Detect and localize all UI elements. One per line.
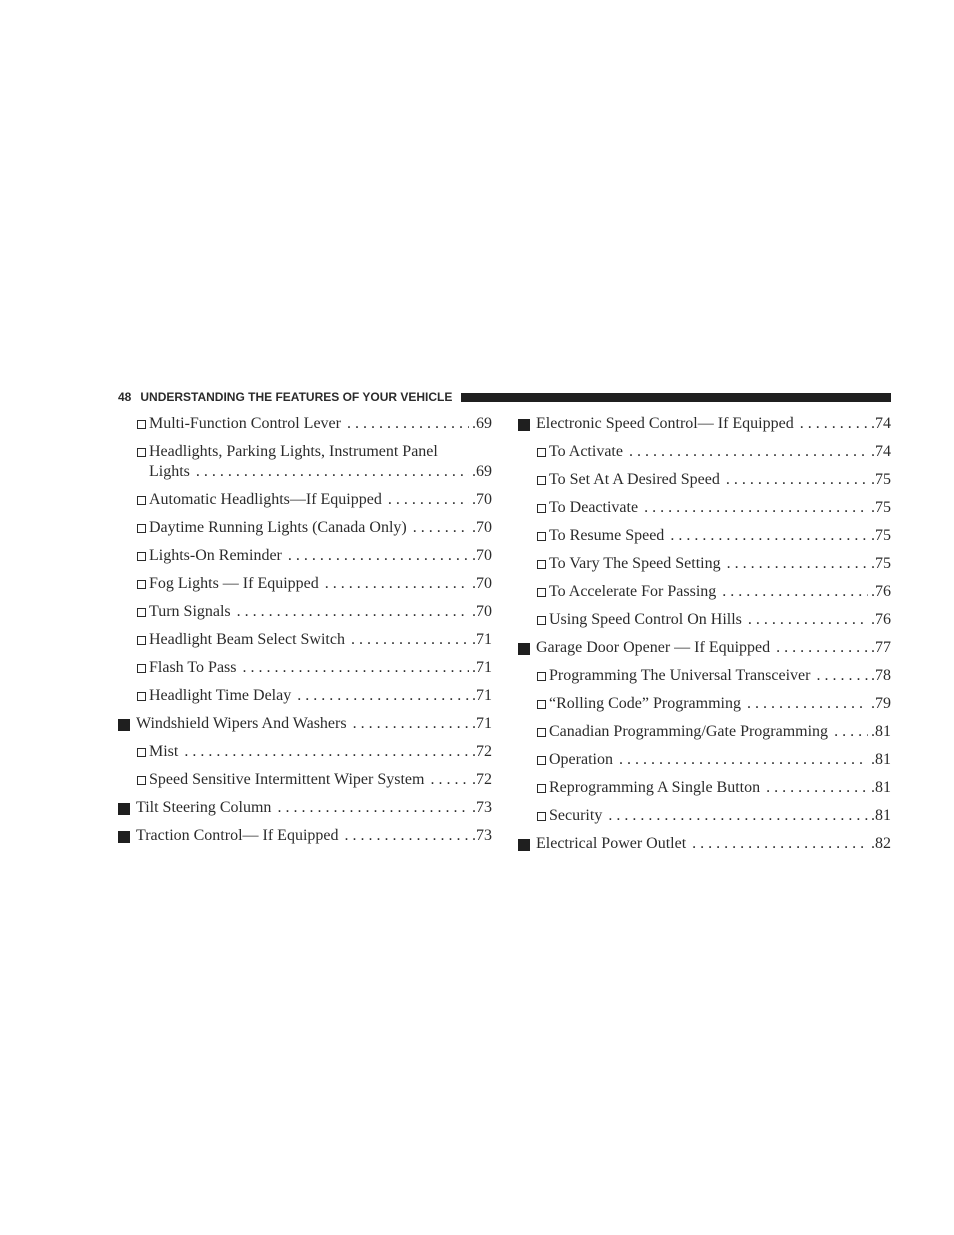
dot-leader [388, 490, 469, 510]
dot-leader [834, 722, 868, 742]
dot-leader [800, 414, 868, 434]
toc-entry-page: .78 [871, 667, 891, 684]
toc-entry [118, 658, 492, 678]
hollow-square-icon [137, 420, 146, 429]
dot-leader [347, 414, 469, 434]
toc-entry [518, 750, 891, 770]
hollow-square-icon [137, 448, 146, 457]
dot-leader [243, 658, 470, 678]
toc-entry [118, 518, 492, 538]
toc-entry-page: .81 [871, 723, 891, 740]
hollow-square-icon [537, 672, 546, 681]
toc-entry-page: .75 [871, 555, 891, 572]
hollow-square-icon [537, 784, 546, 793]
hollow-square-icon [537, 476, 546, 485]
toc-entry-title: Windshield Wipers And Washers [136, 715, 347, 732]
toc-entry [118, 546, 492, 566]
toc-entry-page: .75 [871, 499, 891, 516]
toc-entry-page: .69 [472, 415, 492, 432]
toc-entry-page: .77 [871, 639, 891, 656]
toc-entry-title: To Activate [549, 443, 623, 460]
toc-entry-title: Canadian Programming/Gate Programming [549, 723, 829, 740]
toc-entry-page: .71 [472, 631, 492, 648]
toc-entry-page: .69 [472, 463, 492, 480]
toc-entry [118, 442, 492, 482]
toc-entry-page: .70 [472, 603, 492, 620]
hollow-square-icon [537, 700, 546, 709]
toc-entry [518, 610, 891, 630]
toc-entry-title: Headlight Beam Select Switch [149, 631, 345, 648]
dot-leader [351, 630, 469, 650]
hollow-square-icon [537, 504, 546, 513]
toc-entry [518, 778, 891, 798]
toc-entry-page: .75 [871, 471, 891, 488]
dot-leader [726, 470, 868, 490]
toc-entry [118, 826, 492, 846]
dot-leader [748, 610, 868, 630]
toc-entry-page: .74 [871, 443, 891, 460]
hollow-square-icon [537, 532, 546, 541]
toc-entry-page: .81 [871, 751, 891, 768]
toc-left-column [118, 414, 492, 854]
dot-leader [237, 602, 469, 622]
toc-entry-title: To Deactivate [549, 499, 639, 516]
toc-entry-title: To Vary The Speed Setting [549, 555, 721, 572]
toc-entry-page: .79 [871, 695, 891, 712]
filled-square-icon [518, 839, 530, 851]
toc-entry [518, 582, 891, 602]
dot-leader [297, 686, 469, 706]
toc-entry-title: Tilt Steering Column [136, 799, 272, 816]
toc-entry-title: Mist [149, 743, 179, 760]
dot-leader [727, 554, 868, 574]
dot-leader [353, 714, 469, 734]
toc-entry-page: .72 [472, 771, 492, 788]
toc-entry-title: Turn Signals [149, 603, 231, 620]
toc-entry-title: Electrical Power Outlet [536, 835, 687, 852]
hollow-square-icon [137, 552, 146, 561]
toc-entry-title: Garage Door Opener — If Equipped [536, 639, 771, 656]
toc-entry-title: Reprogramming A Single Button [549, 779, 761, 796]
dot-leader [776, 638, 868, 658]
toc-entry-page: .76 [871, 583, 891, 600]
toc-entry-page: .76 [871, 611, 891, 628]
toc-entry [518, 498, 891, 518]
toc-entry-title: Speed Sensitive Intermittent Wiper System [149, 771, 425, 788]
hollow-square-icon [137, 664, 146, 673]
toc-entry [118, 798, 492, 818]
toc-entry [118, 630, 492, 650]
toc-entry [518, 526, 891, 546]
toc-entry [518, 638, 891, 658]
hollow-square-icon [137, 636, 146, 645]
hollow-square-icon [537, 588, 546, 597]
hollow-square-icon [537, 448, 546, 457]
toc-entry-page: .70 [472, 519, 492, 536]
toc-entry-title: Traction Control— If Equipped [136, 827, 339, 844]
running-header [118, 389, 891, 405]
toc-entry [518, 470, 891, 490]
toc-entry [518, 666, 891, 686]
toc-entry-title: To Resume Speed [549, 527, 665, 544]
hollow-square-icon [537, 560, 546, 569]
hollow-square-icon [137, 748, 146, 757]
dot-leader [644, 498, 868, 518]
toc-entry-page: .73 [472, 799, 492, 816]
toc-entry [118, 414, 492, 434]
header-rule [461, 393, 891, 402]
hollow-square-icon [137, 580, 146, 589]
toc-entry-title: To Set At A Desired Speed [549, 471, 720, 488]
dot-leader [722, 582, 868, 602]
toc-right-column [518, 414, 891, 862]
filled-square-icon [118, 831, 130, 843]
dot-leader [747, 694, 868, 714]
toc-entry [518, 442, 891, 462]
toc-entry [118, 686, 492, 706]
hollow-square-icon [137, 608, 146, 617]
toc-entry-page: .70 [472, 547, 492, 564]
dot-leader [288, 546, 469, 566]
toc-entry-title: To Accelerate For Passing [549, 583, 717, 600]
toc-entry-page: .70 [472, 491, 492, 508]
hollow-square-icon [537, 616, 546, 625]
toc-entry-title: Lights [149, 463, 190, 480]
hollow-square-icon [137, 524, 146, 533]
dot-leader [430, 770, 469, 790]
toc-entry-page: .72 [472, 743, 492, 760]
toc-entry-title: Fog Lights — If Equipped [149, 575, 319, 592]
toc-entry-title: Flash To Pass [149, 659, 237, 676]
toc-entry-title: Programming The Universal Transceiver [549, 667, 811, 684]
toc-entry-title: Security [549, 807, 603, 824]
section-title: UNDERSTANDING THE FEATURES OF YOUR VEHICLE [140, 390, 453, 404]
hollow-square-icon [537, 756, 546, 765]
toc-entry-title-line1: Headlights, Parking Lights, Instrument Panel [149, 443, 438, 460]
filled-square-icon [118, 719, 130, 731]
toc-entry-page: .71 [472, 659, 492, 676]
filled-square-icon [518, 643, 530, 655]
toc-entry-title: Multi-Function Control Lever [149, 415, 341, 432]
dot-leader [277, 798, 469, 818]
toc-entry [518, 722, 891, 742]
toc-entry [518, 694, 891, 714]
toc-entry-page: .71 [472, 715, 492, 732]
toc-entry-page: .71 [472, 687, 492, 704]
toc-entry [518, 806, 891, 826]
toc-entry-page: .74 [871, 415, 891, 432]
dot-leader [629, 442, 868, 462]
hollow-square-icon [537, 728, 546, 737]
toc-entry [118, 742, 492, 762]
hollow-square-icon [137, 692, 146, 701]
toc-entry [518, 414, 891, 434]
toc-entry [118, 574, 492, 594]
toc-entry [118, 490, 492, 510]
dot-leader [325, 574, 469, 594]
hollow-square-icon [137, 776, 146, 785]
toc-entry-title: “Rolling Code” Programming [549, 695, 741, 712]
hollow-square-icon [537, 812, 546, 821]
filled-square-icon [118, 803, 130, 815]
dot-leader [692, 834, 868, 854]
dot-leader [766, 778, 868, 798]
toc-entry [118, 602, 492, 622]
dot-leader [196, 462, 469, 482]
dot-leader [608, 806, 868, 826]
toc-entry-page: .82 [871, 835, 891, 852]
toc-entry-page: .70 [472, 575, 492, 592]
toc-entry [118, 770, 492, 790]
hollow-square-icon [137, 496, 146, 505]
dot-leader [413, 518, 469, 538]
toc-entry [518, 554, 891, 574]
toc-entry-page: .81 [871, 779, 891, 796]
dot-leader [619, 750, 868, 770]
toc-entry-page: .81 [871, 807, 891, 824]
dot-leader [816, 666, 868, 686]
toc-entry [518, 834, 891, 854]
toc-entry-title: Lights-On Reminder [149, 547, 282, 564]
filled-square-icon [518, 419, 530, 431]
toc-entry-page: .73 [472, 827, 492, 844]
toc-entry [118, 714, 492, 734]
toc-entry-title: Operation [549, 751, 613, 768]
toc-entry-title: Electronic Speed Control— If Equipped [536, 415, 794, 432]
dot-leader [345, 826, 470, 846]
dot-leader [670, 526, 868, 546]
toc-entry-title: Daytime Running Lights (Canada Only) [149, 519, 407, 536]
toc-entry-title: Automatic Headlights—If Equipped [149, 491, 382, 508]
toc-entry-page: .75 [871, 527, 891, 544]
toc-entry-title: Using Speed Control On Hills [549, 611, 742, 628]
dot-leader [184, 742, 469, 762]
toc-entry-title: Headlight Time Delay [149, 687, 292, 704]
page-number: 48 [118, 390, 132, 404]
